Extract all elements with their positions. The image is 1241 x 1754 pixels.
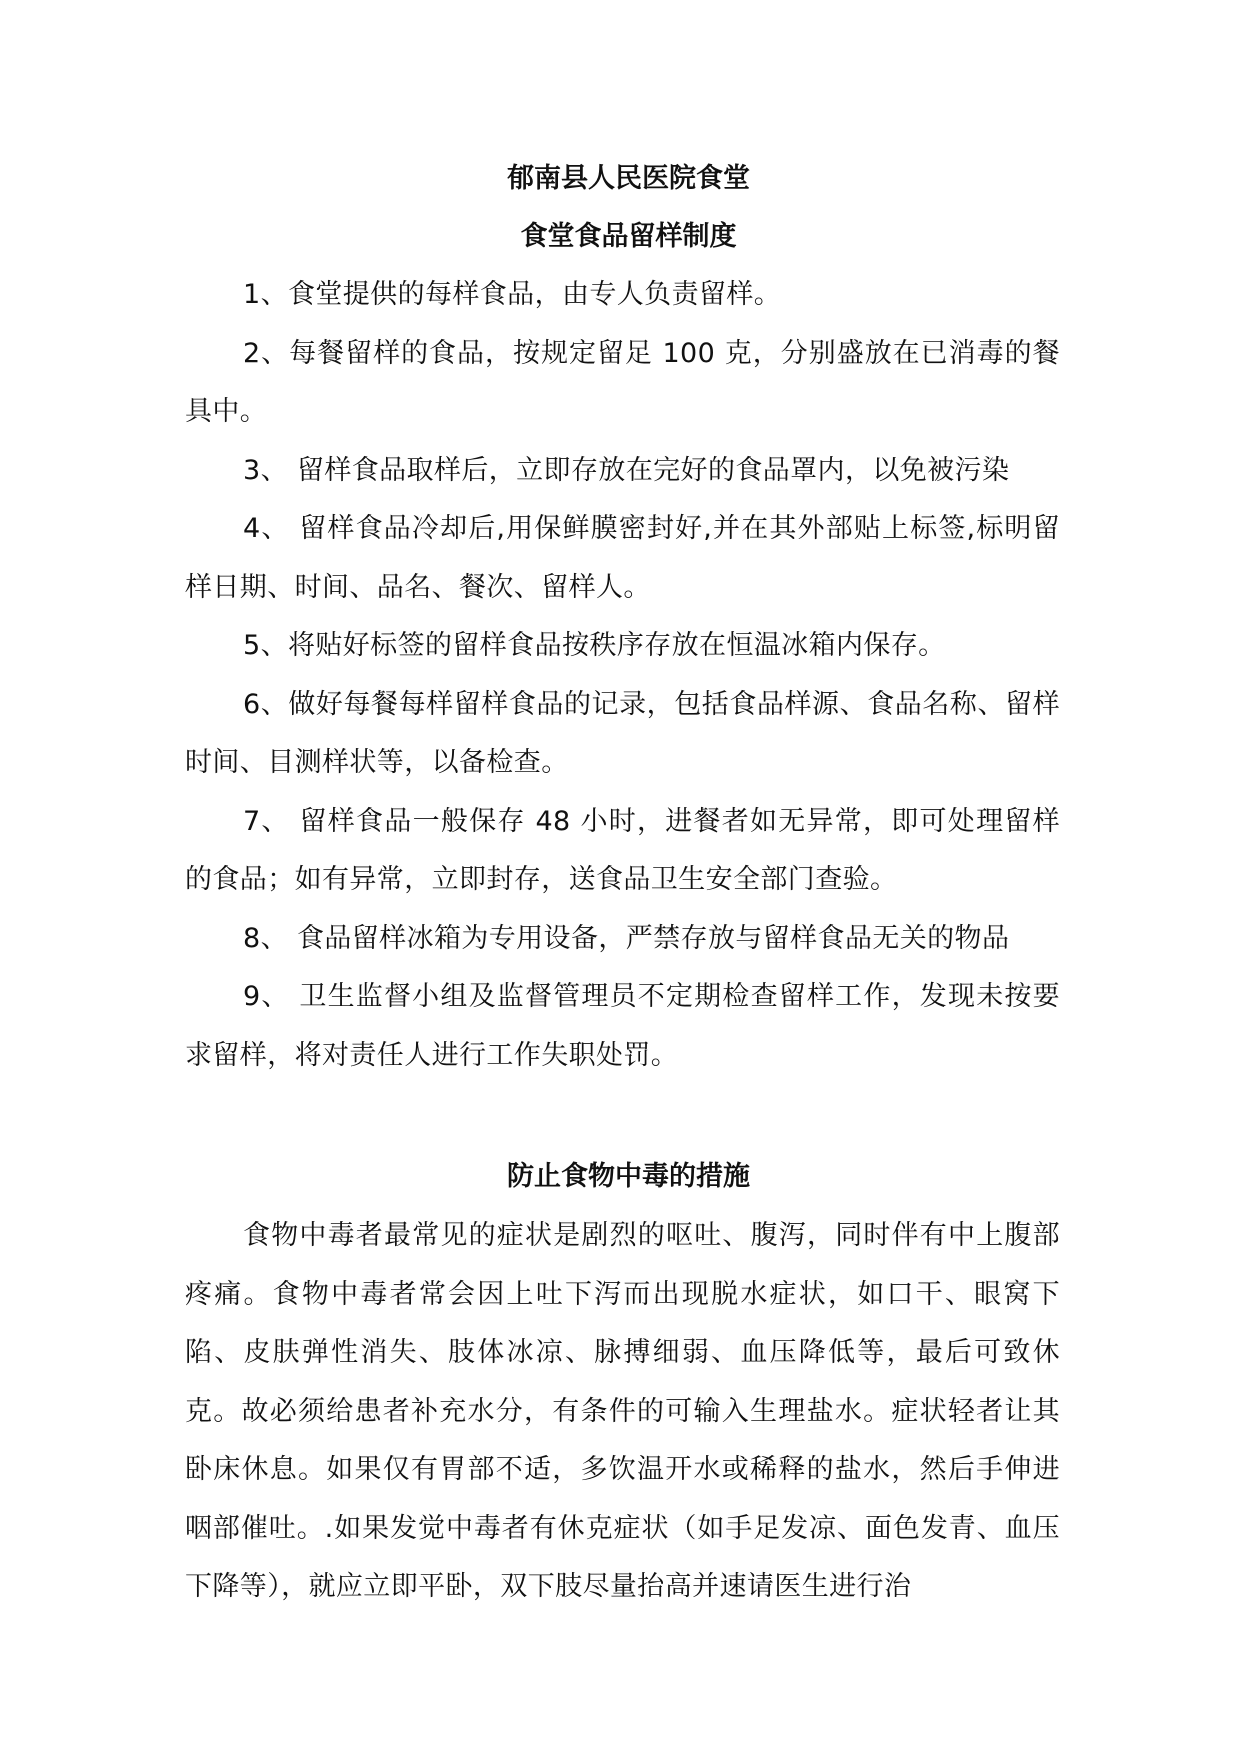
org-title: 郁南县人民医院食堂 <box>507 163 750 194</box>
document-page <box>185 150 1060 1617</box>
rule-item: 7、 留样食品一般保存 48 小时，进餐者如无异常，即可处理留样的食品；如有异常，立即封存，送食品卫生安全部门查验。 <box>185 805 1060 895</box>
rule-item: 2、每餐留样的食品，按规定留足 100 克，分别盛放在已消毒的餐具中。 <box>185 337 1060 427</box>
section-title: 防止食物中毒的措施 <box>507 1161 750 1192</box>
rule-item: 3、 留样食品取样后，立即存放在完好的食品罩内，以免被污染 <box>243 454 1010 486</box>
rule-item: 1、食堂提供的每样食品，由专人负责留样。 <box>243 279 782 310</box>
rule-item: 8、 食品留样冰箱为专用设备，严禁存放与留样食品无关的物品 <box>243 922 1010 954</box>
policy-title: 食堂食品留样制度 <box>520 221 737 252</box>
section-spacer <box>185 1085 1060 1147</box>
rule-item: 4、 留样食品冷却后,用保鲜膜密封好,并在其外部贴上标签,标明留样日期、时间、品名、餐次、留样人。 <box>185 513 1060 603</box>
rule-item: 5、将贴好标签的留样食品按秩序存放在恒温冰箱内保存。 <box>243 630 946 661</box>
section-body: 食物中毒者最常见的症状是剧烈的呕吐、腹泻，同时伴有中上腹部疼痛。食物中毒者常会因上吐下泻而出现脱水症状，如口干、眼窝下陷、皮肤弹性消失、肢体冰凉、脉搏细弱、血压降低等，最后可致休克。故必须给患者补充水分，有条件的可输入生理盐水。症状轻者让其卧床休息。如果仅有胃部不适，多饮温开水或稀释的盐水，然后手伸进咽部催吐。.如果发觉中毒者有休克症状（如手足发凉、面色发青、血压下降等），就应立即平卧，双下肢尽量抬高并速请医生进行治 <box>185 1220 1060 1602</box>
rule-item: 9、 卫生监督小组及监督管理员不定期检查留样工作，发现未按要求留样，将对责任人进行工作失职处罚。 <box>185 981 1060 1071</box>
rule-item: 6、做好每餐每样留样食品的记录，包括食品样源、食品名称、留样时间、目测样状等，以备检查。 <box>185 688 1060 778</box>
